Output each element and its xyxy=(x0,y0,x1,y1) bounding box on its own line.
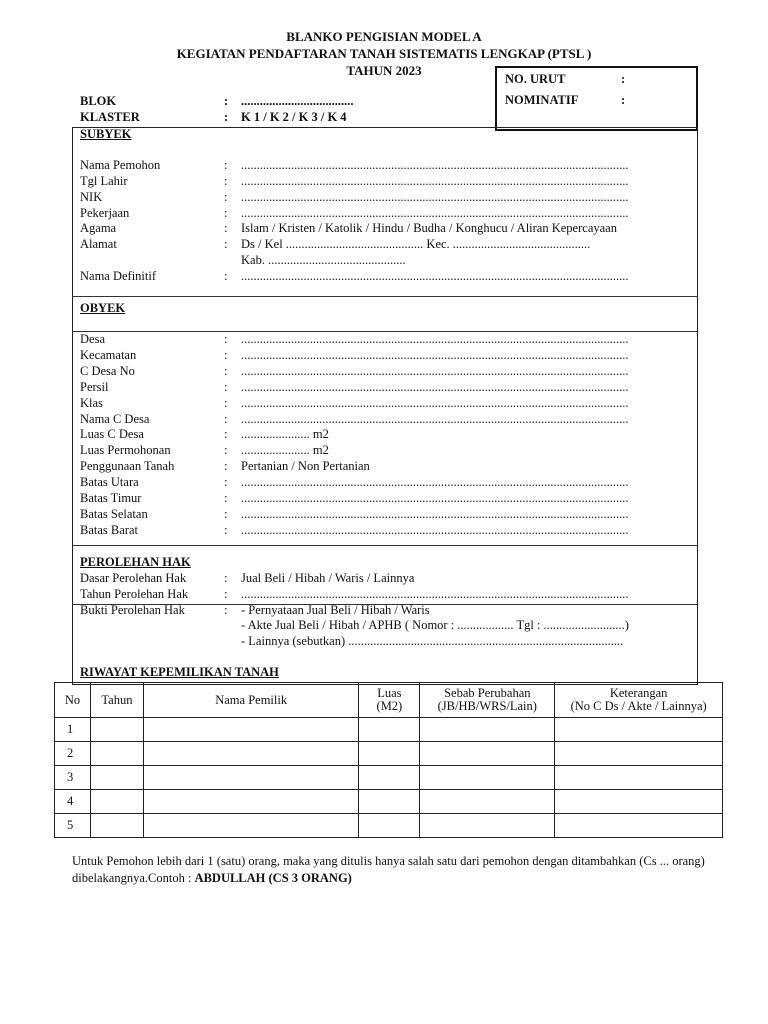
field-label: Nama Definitif xyxy=(80,269,157,283)
field-value: Pertanian / Non Pertanian xyxy=(241,459,370,473)
field-colon: : xyxy=(224,364,228,378)
field-colon: : xyxy=(224,348,228,362)
field-value: ............................................................................................................................ xyxy=(241,475,629,489)
field-label: Persil xyxy=(80,380,109,394)
field-value: - Akte Jual Beli / Hibah / APHB ( Nomor : .................. Tgl : ..........................) xyxy=(241,618,629,632)
field-label: Tgl Lahir xyxy=(80,174,128,188)
section-heading-perolehan: PEROLEHAN HAK xyxy=(80,555,191,569)
field-colon: : xyxy=(224,190,228,204)
no-urut-colon: : xyxy=(621,72,626,86)
field-label: Luas Permohonan xyxy=(80,443,171,457)
field-value: ............................................................................................................................ xyxy=(241,206,629,220)
table-row xyxy=(55,718,723,742)
field-value: ............................................................................................................................ xyxy=(241,348,629,362)
row-number: 2 xyxy=(55,742,91,766)
divider xyxy=(72,545,698,546)
field-value: ............................................................................................................................ xyxy=(241,412,629,426)
field-label: Batas Selatan xyxy=(80,507,148,521)
field-value: ............................................................................................................................ xyxy=(241,158,629,172)
table-row xyxy=(55,790,723,814)
field-value: - Pernyataan Jual Beli / Hibah / Waris xyxy=(241,603,430,617)
field-label: Luas C Desa xyxy=(80,427,144,441)
blok-value: .................................... xyxy=(241,94,354,108)
field-value: ............................................................................................................................ xyxy=(241,190,629,204)
field-value: Kab. ............................................ xyxy=(241,253,406,267)
table-row xyxy=(55,742,723,766)
field-value: ...................... m2 xyxy=(241,427,329,441)
ownership-history-table xyxy=(54,682,723,838)
section-heading-obyek: OBYEK xyxy=(80,301,126,315)
field-value: ............................................................................................................................ xyxy=(241,364,629,378)
field-value: ............................................................................................................................ xyxy=(241,396,629,410)
table-row xyxy=(55,766,723,790)
field-value: ............................................................................................................................ xyxy=(241,491,629,505)
field-value: ............................................................................................................................ xyxy=(241,507,629,521)
field-label: C Desa No xyxy=(80,364,135,378)
klaster-colon: : xyxy=(224,110,229,124)
field-colon: : xyxy=(224,603,228,617)
field-colon: : xyxy=(224,412,228,426)
row-number: 3 xyxy=(55,766,91,790)
col-header-tahun: Tahun xyxy=(90,683,143,718)
field-colon: : xyxy=(224,459,228,473)
section-heading-subyek: SUBYEK xyxy=(80,127,132,141)
klaster-value: K 1 / K 2 / K 3 / K 4 xyxy=(241,110,347,124)
blok-label: BLOK xyxy=(80,94,117,108)
field-colon: : xyxy=(224,332,228,346)
field-value: ............................................................................................................................ xyxy=(241,174,629,188)
field-value: ...................... m2 xyxy=(241,443,329,457)
blok-colon: : xyxy=(224,94,229,108)
table-header-row xyxy=(55,683,723,718)
field-colon: : xyxy=(224,475,228,489)
field-label: Dasar Perolehan Hak xyxy=(80,571,187,585)
field-colon: : xyxy=(224,158,228,172)
field-colon: : xyxy=(224,427,228,441)
field-label: Pekerjaan xyxy=(80,206,130,220)
table-row xyxy=(55,814,723,838)
field-label: Nama Pemohon xyxy=(80,158,161,172)
form-year: TAHUN 2023 xyxy=(346,63,422,78)
row-number: 4 xyxy=(55,790,91,814)
field-value: ............................................................................................................................ xyxy=(241,269,629,283)
field-value: Ds / Kel ............................................ Kec. ............................................ xyxy=(241,237,591,251)
field-label: Tahun Perolehan Hak xyxy=(80,587,189,601)
field-value: ............................................................................................................................ xyxy=(241,332,629,346)
field-colon: : xyxy=(224,571,228,585)
field-value: Islam / Kristen / Katolik / Hindu / Budha / Konghucu / Aliran Kepercayaan xyxy=(241,221,617,235)
col-header-luas: Luas (M2) xyxy=(359,683,420,718)
field-label: Batas Barat xyxy=(80,523,138,537)
field-colon: : xyxy=(224,491,228,505)
field-value: ............................................................................................................................ xyxy=(241,587,629,601)
field-label: NIK xyxy=(80,190,103,204)
col-header-keterangan: Keterangan (No C Ds / Akte / Lainnya) xyxy=(555,683,723,718)
field-colon: : xyxy=(224,523,228,537)
col-header-nama-pemilik: Nama Pemilik xyxy=(143,683,359,718)
form-subtitle: KEGIATAN PENDAFTARAN TANAH SISTEMATIS LENGKAP (PTSL ) xyxy=(176,46,592,61)
field-colon: : xyxy=(224,443,228,457)
footnote-example: ABDULLAH (CS 3 ORANG) xyxy=(194,871,352,885)
form-title: BLANKO PENGISIAN MODEL A xyxy=(286,29,482,44)
field-label: Nama C Desa xyxy=(80,412,150,426)
field-label: Penggunaan Tanah xyxy=(80,459,175,473)
field-value: Jual Beli / Hibah / Waris / Lainnya xyxy=(241,571,415,585)
field-label: Batas Utara xyxy=(80,475,139,489)
field-colon: : xyxy=(224,221,228,235)
field-label: Desa xyxy=(80,332,105,346)
field-colon: : xyxy=(224,380,228,394)
divider xyxy=(72,296,698,297)
field-label: Kecamatan xyxy=(80,348,137,362)
field-label: Klas xyxy=(80,396,103,410)
field-value: - Lainnya (sebutkan) ........................................................................................ xyxy=(241,634,624,648)
klaster-label: KLASTER xyxy=(80,110,140,124)
field-colon: : xyxy=(224,587,228,601)
nominatif-label: NOMINATIF xyxy=(505,93,579,107)
footnote: Untuk Pemohon lebih dari 1 (satu) orang, maka yang ditulis hanya salah satu dari pemohon dengan ditambahkan (Cs ... orang) dibelakangnya.Contoh : ABDULLAH (CS 3 ORANG) xyxy=(72,854,705,885)
field-label: Agama xyxy=(80,221,117,235)
field-colon: : xyxy=(224,237,228,251)
field-colon: : xyxy=(224,269,228,283)
field-value: ............................................................................................................................ xyxy=(241,380,629,394)
field-value: ............................................................................................................................ xyxy=(241,523,629,537)
col-header-no: No xyxy=(55,683,91,718)
field-colon: : xyxy=(224,174,228,188)
field-label: Bukti Perolehan Hak xyxy=(80,603,185,617)
field-colon: : xyxy=(224,396,228,410)
row-number: 5 xyxy=(55,814,91,838)
field-label: Alamat xyxy=(80,237,117,251)
nominatif-colon: : xyxy=(621,93,626,107)
section-heading-riwayat: RIWAYAT KEPEMILIKAN TANAH xyxy=(80,665,279,679)
field-colon: : xyxy=(224,206,228,220)
field-colon: : xyxy=(224,507,228,521)
row-number: 1 xyxy=(55,718,91,742)
col-header-sebab-perubahan: Sebab Perubahan (JB/HB/WRS/Lain) xyxy=(420,683,555,718)
field-label: Batas Timur xyxy=(80,491,142,505)
no-urut-label: NO. URUT xyxy=(505,72,566,86)
